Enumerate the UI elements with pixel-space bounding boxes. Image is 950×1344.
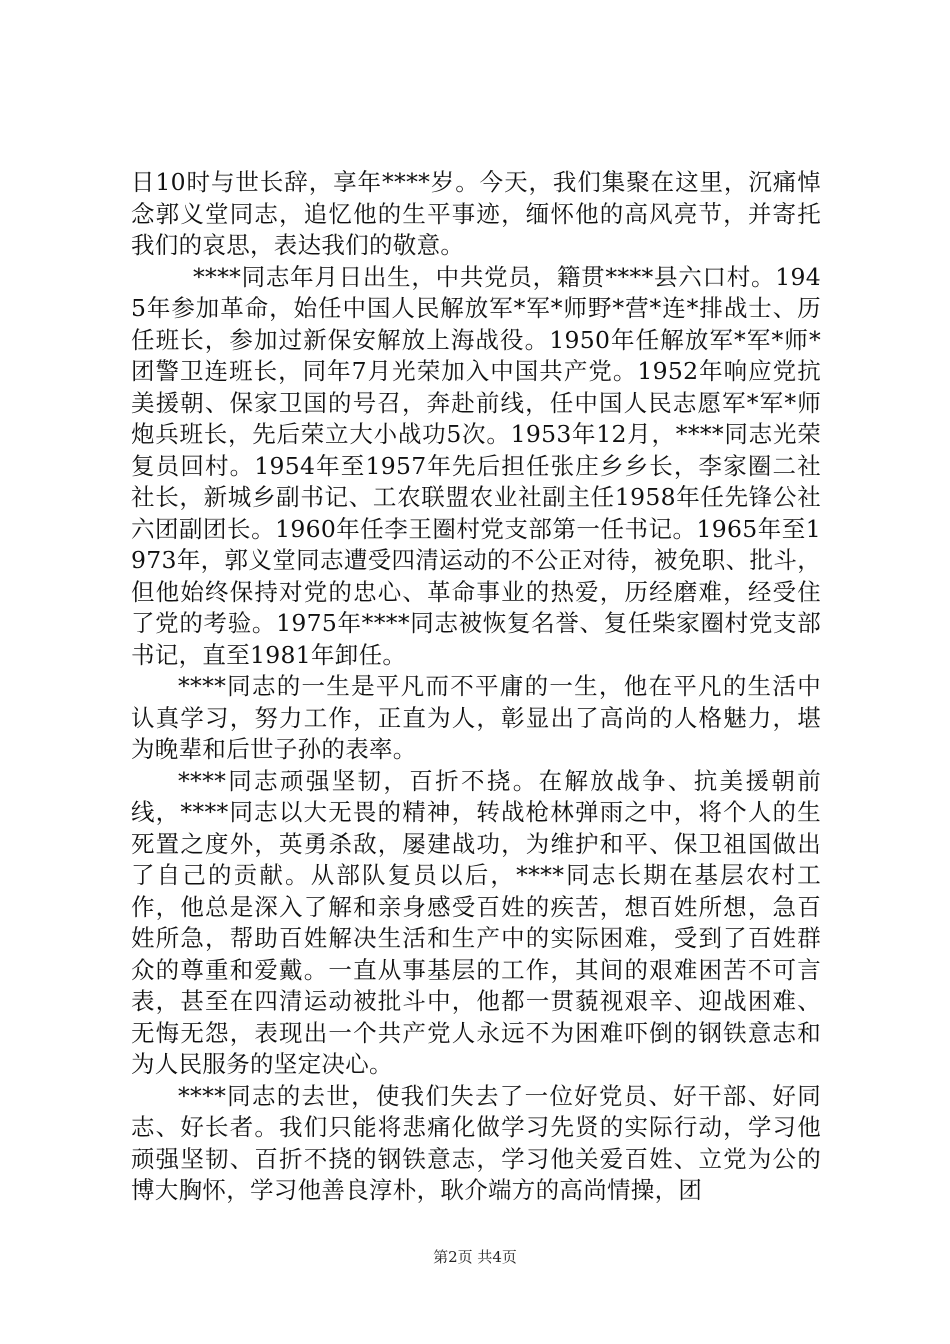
paragraph-biography: ****同志年月日出生，中共党员，籍贯****县六口村。1945年参加革命，始任中国人民解放军*军*师野*营*连*排战士、历任班长，参加过新保安解放上海战役。1950年任解放军*军*师*团警卫连班长，同年7月光荣加入中国共产党。1952年响应党抗美援朝、保家卫国的号召，奔赴前线，任中国人民志愿军*军*师炮兵班长，先后荣立大小战功5次。1953年12月，****同志光荣复员回村。1954年至1957年先后担任张庄乡乡长，李家圈二社社长，新城乡副书记、工农联盟农业社副主任1958年任先锋公社六团副团长。1960年任李王圈村党支部第一任书记。1965年至1973年，郭义堂同志遭受四清运动的不公正对待，被免职、批斗，但他始终保持对党的忠心、革命事业的热爱，历经磨难，经受住了党的考验。1975年****同志被恢复名誉、复任柴家圈村党支部书记，直至1981年卸任。 — [131, 262, 821, 669]
paragraph-character: ****同志的一生是平凡而不平庸的一生，他在平凡的生活中认真学习，努力工作，正直为人，彰显出了高尚的人格魅力，堪为晚辈和后世子孙的表率。 — [131, 672, 821, 763]
paragraph-remembrance: ****同志的去世，使我们失去了一位好党员、好干部、好同志、好长者。我们只能将悲痛化做学习先贤的实际行动，学习他顽强坚韧、百折不挠的钢铁意志，学习他关爱百姓、立党为公的博大胸怀，学习他善良淳朴，耿介端方的高尚情操，团 — [131, 1081, 821, 1204]
page-footer: 第2页 共4页 — [433, 1248, 517, 1266]
paragraph-perseverance: ****同志顽强坚韧，百折不挠。在解放战争、抗美援朝前线，****同志以大无畏的精神，转战枪林弹雨之中，将个人的生死置之度外，英勇杀敌，屡建战功，为维护和平、保卫祖国做出了自己的贡献。从部队复员以后，****同志长期在基层农村工作，他总是深入了解和亲身感受百姓的疾苦，想百姓所想，急百姓所急，帮助百姓解决生活和生产中的实际困难，受到了百姓群众的尊重和爱戴。一直从事基层的工作，其间的艰难困苦不可言表，甚至在四清运动被批斗中，他都一贯藐视艰辛、迎战困难、无悔无怨，表现出一个共产党人永远不为困难吓倒的钢铁意志和为人民服务的坚定决心。 — [131, 766, 821, 1078]
body-text — [131, 167, 821, 1207]
paragraph-continuation: 日10时与世长辞，享年****岁。今天，我们集聚在这里，沉痛悼念郭义堂同志，追忆他的生平事迹，缅怀他的高风亮节，并寄托我们的哀思，表达我们的敬意。 — [131, 168, 821, 259]
